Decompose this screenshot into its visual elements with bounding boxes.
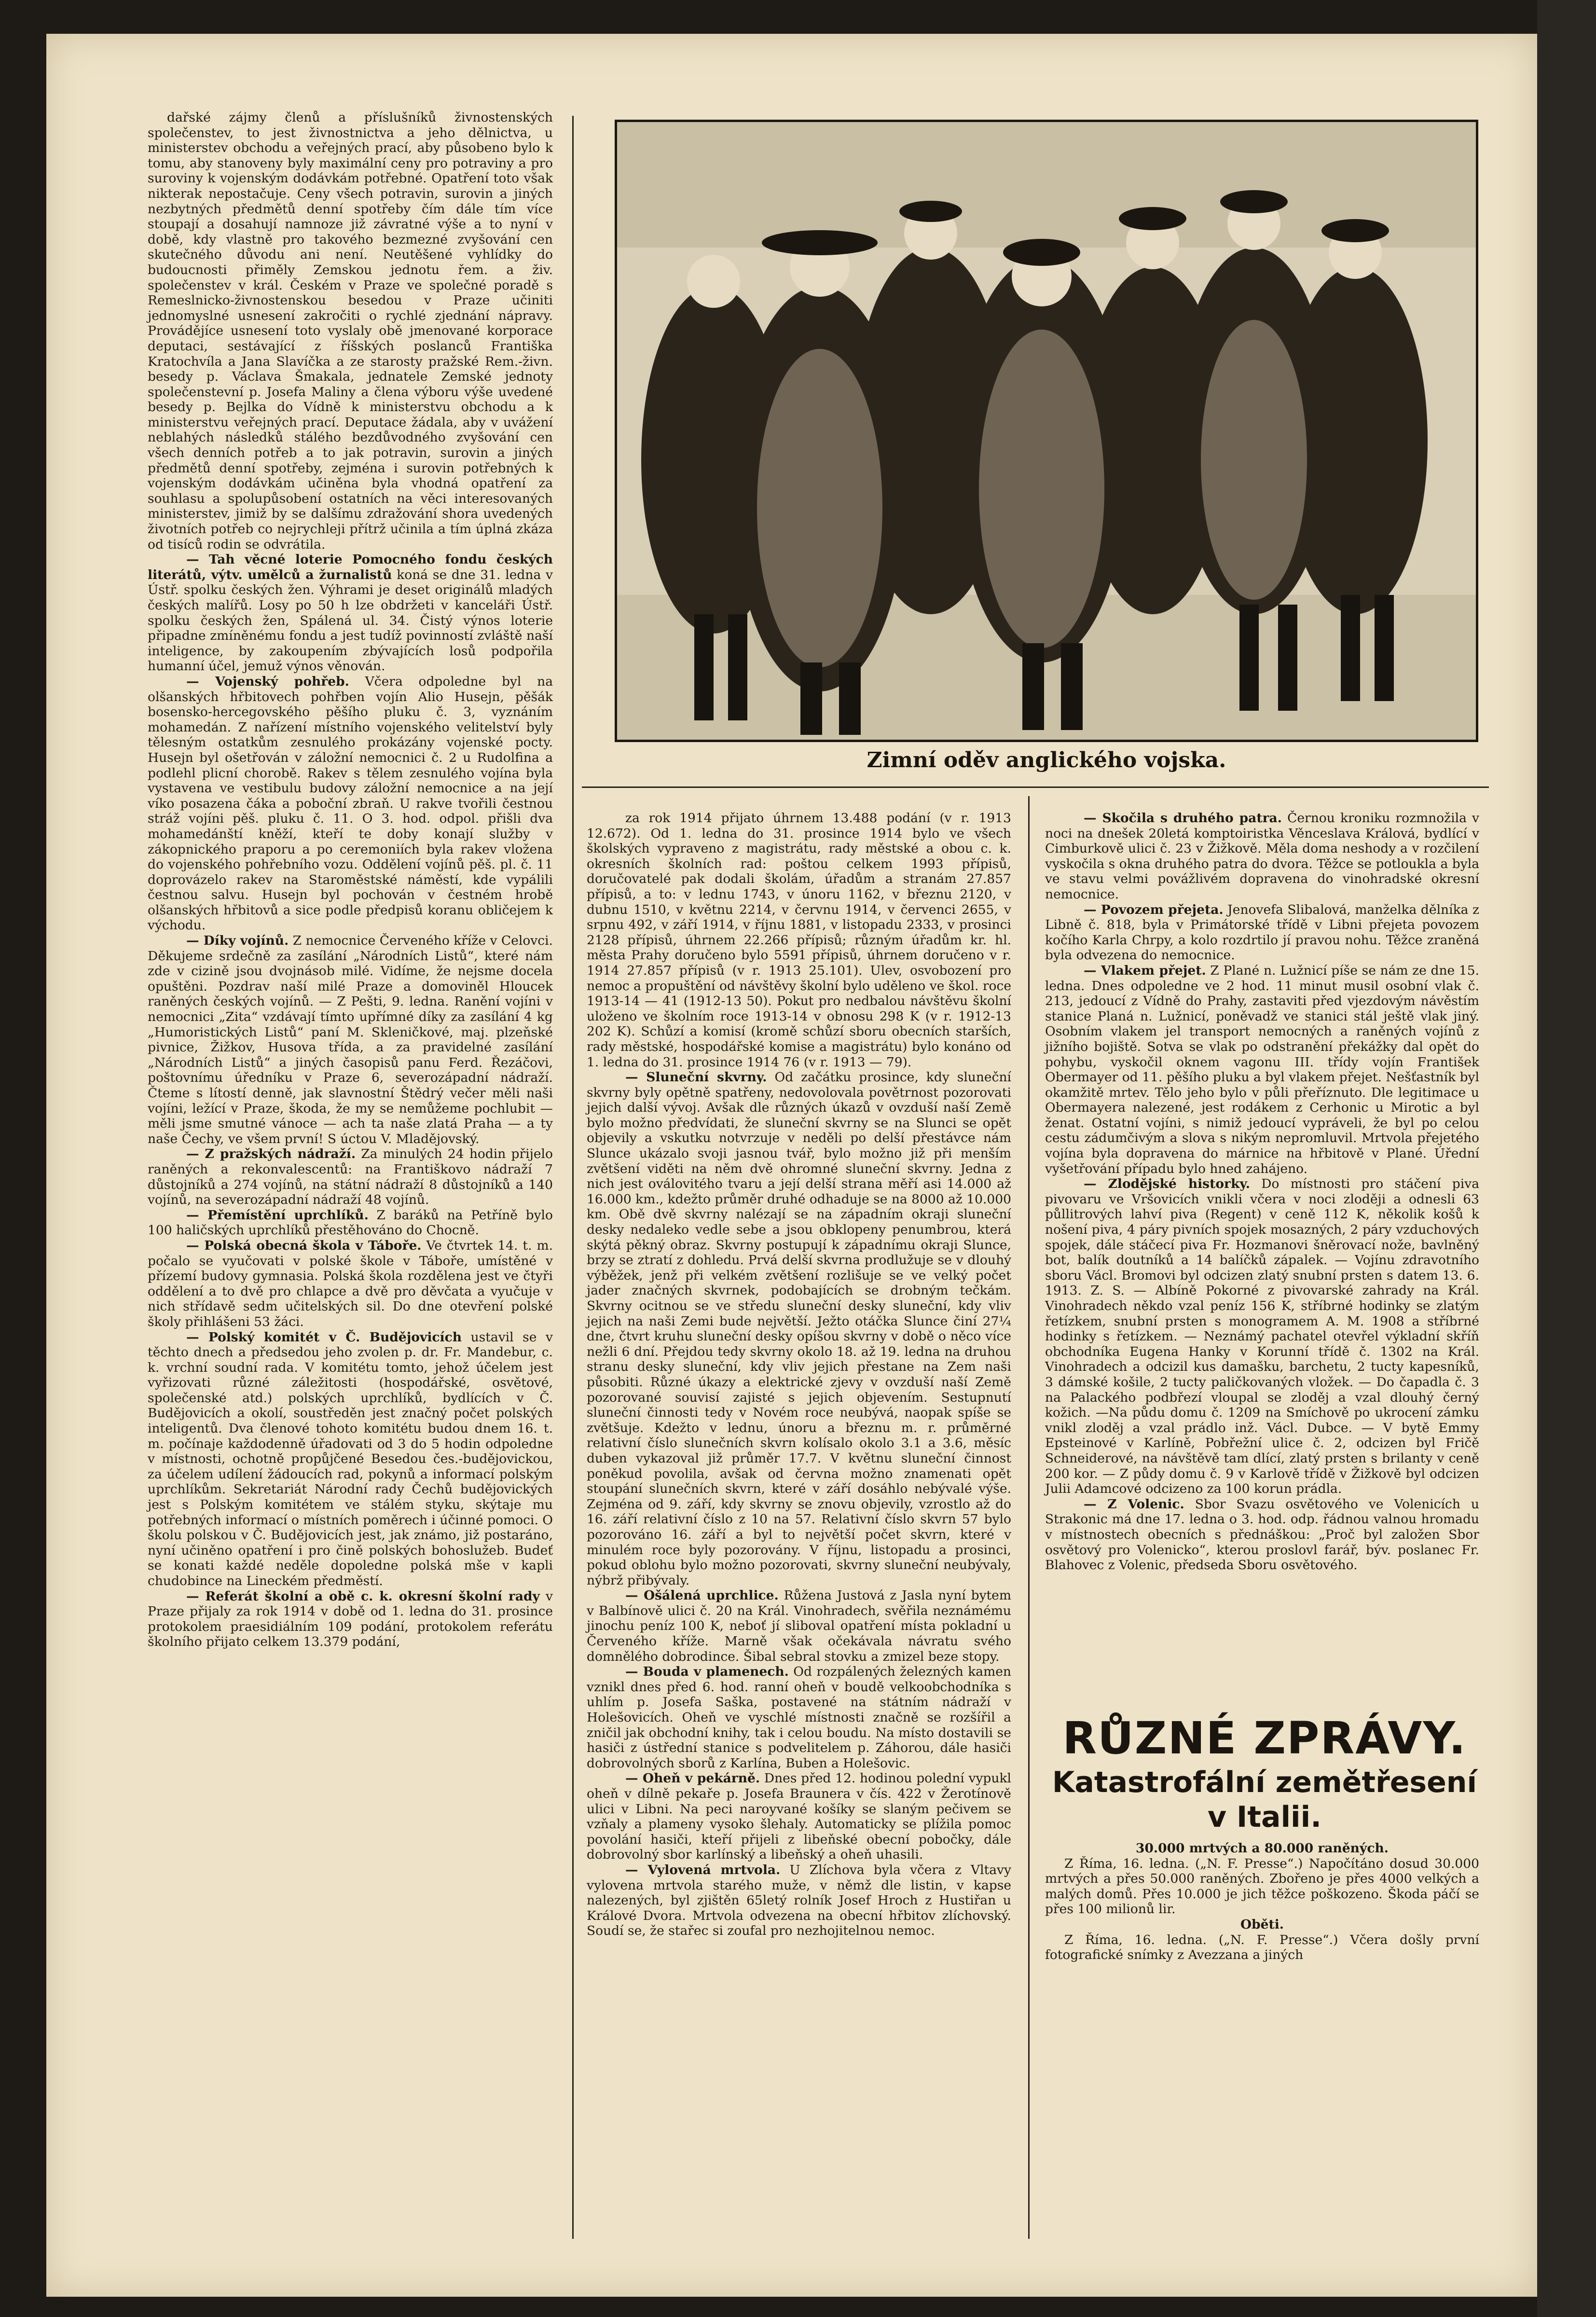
article-paragraph: [587, 1664, 1011, 1771]
article-text: Ve čtvrtek 14. t. m. počalo se vyučovati v polské škole v Táboře, umístěné v přízemí budovy gymnasia. Polská škola rozdělena jest ve čtyři oddělení a to dvě pro chlapce a dvě pro děvčata a vyučuje v nich střídavě sedm učitelských sil. Do dne otevření polské školy přihlášeni 53 žáci.: [148, 1238, 553, 1329]
article-paragraph: [148, 552, 553, 674]
photo-winter-uniforms: [615, 120, 1478, 742]
article-text: Od začátku prosince, kdy sluneční skvrny byly opětně spatřeny, nedovolovala povětrnost pozorovati jejich další vývoj. Avšak dle různých úkazů v ovzduší naší Země bylo možno předvídati, že sluneční skvrny se na Slunci se opět objevily a vskutku notvrzuje v neděli po delší přestávce nám Slunce ukázalo svoji jasnou tvář, bylo možno již při menším zvětšení viděti na něm dvě ohromné sluneční skvrny. Jedna z nich jest oválovitého tvaru a její delší strana měří asi 14.000 až 16.000 km., kdežto průměr druhé odhaduje se na 8000 až 10.000 km. Obě dvě skvrny nalézají se na západním okraji sluneční desky nedaleko vedle sebe a jsou obklopeny penumbrou, která skýtá pěkný obraz. Skvrny postupují k západnímu okraji Slunce, brzy se ztratí z dohledu. Prvá delší skvrna prodlužuje se v dlouhý výběžek, jenž při velkém zvětšení rozlišuje se ve velký počet jader značných skvrnek, podobajících se drobným tečkám. Skvrny ocitnou se ve středu sluneční desky sluneční, kdy vliv jejich na naši Zemi bude největší. Ježto otáčka Slunce činí 27¼ dne, čtvrt kruhu sluneční desky opíšou skvrny v době o něco více nežli 6 dní. Přejdou tedy skvrny okolo 18. až 19. ledna na druhou stranu desky sluneční, kdy vliv jejich přestane na Zem naši působiti. Různé úkazy a elektrické zjevy v ovzduší naší Země pozorované souvisí zajisté s jejich objevením. Sestupnutí sluneční činnosti tedy v Novém roce neubývá, naopak spíše se zvětšuje. Kdežto v lednu, únoru a březnu m. r. průměrné relativní číslo slunečních skvrn kolísalo okolo 3.1 a 3.6, měsíc duben vykazoval již průměr 17.7. V květnu sluneční činnost poněkud povolila, avšak od června možno znamenati opět stoupání slunečních skvrn, které v září dosáhlo nebývalé výše. Zejména od 9. září, kdy skvrny se znovu objevily, vzrostlo až do 16. září relativní číslo z 10 na 57. Relativní číslo skvrn 57 bylo pozorováno 16. září a byl to největší počet skvrn, které v minulém roce byly pozorovány. V říjnu, listopadu a prosinci, pokud oblohu bylo možno pozorovati, skvrny sluneční neubývaly, nýbrž přibývaly.: [587, 1070, 1011, 1588]
article-heading: — Vojenský pohřeb.: [186, 674, 349, 689]
article-text: v Praze přijaly za rok 1914 v době od 1. ledna do 31. prosince protokolem praesidiálním 109 podání, protokolem referátu školního přijato celkem 13.379 podání,: [148, 1588, 553, 1650]
article-heading: — Povozem přejeta.: [1084, 902, 1224, 917]
column-left: [148, 110, 553, 1650]
article-text: Černou kroniku rozmnožila v noci na dnešek 20letá komptoiristka Věnceslava Králová, bydlící v Cimburkově ulici č. 23 v Žižkově. Měla doma neshody a v rozčilení vyskočila s okna druhého patra do dvora. Těžce se potloukla a byla ve stavu velmi povážlivém dopravena do vinohradské okresní nemocnice.: [1045, 811, 1479, 902]
article-paragraph: [148, 1330, 553, 1589]
article-paragraph: [1045, 1176, 1479, 1496]
article-text: Růžena Justová z Jasla nyní bytem v Balbínově ulici č. 20 na Král. Vinohradech, svěřila neznámému jinochu peníz 100 K, neboť jí sliboval opatření místa pokladní u Červeného kříže. Marně však očekávala návratu svého domnělého dobrodince. Šibal sebral stovku a zmizel beze stopy.: [587, 1588, 1011, 1664]
article-heading: — Polská obecná škola v Táboře.: [186, 1238, 422, 1253]
article-heading: — Referát školní a obě c. k. okresní školní rady: [186, 1588, 540, 1604]
article-heading: — Ošálená uprchlice.: [625, 1588, 779, 1603]
article-text: koná se dne 31. ledna v Ústř. spolku českých žen. Výhrami je deset originálů mladých českých malířů. Losy po 50 h lze obdržeti v kanceláři Ústř. spolku českých žen, Spálená ul. 34. Čistý výnos loterie připadne zmíněnému fondu a jest tudíž povinností zvláště naší inteligence, by zakoupením zbývajících losů podpořila humanní účel, jemuž výnos věnován.: [148, 567, 553, 674]
column-right: [1045, 811, 1479, 1573]
banner-subtitle: Katastrofální zemětřesení v Italii.: [1052, 1765, 1477, 1834]
article-paragraph: [1045, 963, 1479, 1176]
section-banner: [1050, 1712, 1479, 1834]
column-middle: [587, 811, 1011, 1939]
column-rule-left: [572, 116, 574, 2239]
article-paragraph: [1045, 1497, 1479, 1573]
article-text: Z baráků na Petříně bylo 100 haličských uprchlíků přestěhováno do Chocně.: [148, 1207, 553, 1238]
article-paragraph: [587, 811, 1011, 1070]
quake-article: [1045, 1841, 1479, 1963]
article-heading: — Vlakem přejet.: [1084, 963, 1206, 978]
banner-title: RŮZNÉ ZPRÁVY.: [1062, 1712, 1467, 1764]
lead-paragraph: dařské zájmy členů a příslušníků živnostenských společenstev, to jest živnostnictva a jeho dělnictva, u ministerstev obchodu a veřejných prací, aby působeno bylo k tomu, aby stanoveny byly maximální ceny pro potraviny a pro suroviny k vojenským dodávkám potřebné. Opatření toto však nikterak nepostačuje. Ceny všech potravin, surovin a jiných nezbytných předmětů denní spotřeby čím dále tím více stoupají a dosahují namnoze již závratné výše a to nyní v době, kdy vlastně pro takového bezmezné zvyšování cen skutečného důvodu ani není. Neutěšené vyhlídky do budoucnosti přiměly Zemskou jednotu řem. a živ. společenstev v král. Českém v Praze ve společné poradě s Remeslnicko-živnostenskou besedou v Praze učiniti jednomyslné usnesení zakročiti o rychlé zjednání nápravy. Provádějíce usnesení toto vyslaly obě jmenované korporace deputaci, sestávající z říšských poslanců Františka Kratochvíla a Jana Slavíčka a ze starosty pražské Rem.-živn. besedy p. Václava Šmakala, jednatele Zemské jednoty společenstevní p. Josefa Maliny a člena výboru výše uvedené besedy p. Bejlka do Vídně k ministerstvu obchodu a k ministerstvu veřejných prací. Deputace žádala, aby v uvážení neblahých následků stálého bezdůvodného zvyšování cen všech denních potřeb a to jak potravin, surovin a jiných předmětů denní spotřeby, zejména i surovin potřebných k vojenským dodávkám učiněna byla vhodná opatření za souhlasu a spolupůsobení ostatních na věci interesovaných ministerstev, jimiž by se dalšímu zdražování shora uvedených životních potřeb co nejrychleji přítrž učinila a tím úplná zkáza od tisíců rodin se odvrátila.: [148, 110, 553, 552]
article-heading: — Díky vojínů.: [186, 933, 289, 949]
article-text: Sbor Svazu osvětového ve Volenicích u Strakonic má dne 17. ledna o 3. hod. odp. řádnou valnou hromadu v místnostech obecních s přednáškou: „Proč byl založen Sbor osvětový pro Volenicko“, kterou proslovl farář, býv. poslanec Fr. Blahovec z Volenic, předseda Sboru osvětového.: [1045, 1496, 1479, 1573]
soldiers-illustration: [617, 122, 1476, 740]
article-heading: — Bouda v plamenech.: [625, 1664, 789, 1680]
article-text: Z nemocnice Červeného kříže v Celovci. Děkujeme srdečně za zasílání „Národních Listů“, které nám zde v cizině jsou dvojnásob milé. Vidíme, že nejsme docela opuštěni. Pozdrav naší milé Praze a domoviněl Hloucek raněných českých vojínů. — Z Pešti, 9. ledna. Ranění vojíni v nemocnici „Zita“ vzdávají tímto upřímné díky za zasílání 4 kg „Humoristických Listů“ paní M. Skleničkové, maj. plzeňské pivnice, Žižkov, Husova třída, a za pravidelné zasílání „Národních Listů“ a jiných časopisů panu Ferd. Řezáčovi, poštovnímu úředníku v Praze 6, severozápadní nádraží. Čteme s lítostí denně, jak slavnostní Štědrý večer měli naši vojíni, ležící v Praze, škoda, že my se nemůžeme pochlubit — měli jsme smutné vánoce — ach ta naše zlatá Praha — a ty naše Čechy, ve všem první! S úctou V. Mladějovský.: [148, 933, 553, 1146]
article-heading: — Oheň v pekárně.: [625, 1771, 760, 1786]
article-heading: — Přemístění uprchlíků.: [186, 1207, 369, 1223]
article-text: Do místnosti pro stáčení piva pivovaru ve Vršovicích vnikli včera v noci zloději a odnesli 63 půllitrových lahví piva (Regent) v ceně 112 K, několik košů k nošení piva, 4 páry pivních spojek mosazných, 2 páry vzduchových spojek, dále stáčecí piva Fr. Hozmanovi šněrovací nože, bavlněný bot, balík doutníků a 14 balíčků zápalek. — Vojínu zdravotního sboru Václ. Bromovi byl odcizen zlatý snubní prsten s datem 13. 6. 1913. Z. S. — Albíně Pokorné z pivovarské zahrady na Král. Vinohradech někdo vzal peníz 156 K, stříbrné hodinky se zlatým řetízkem, snubní prsten s monogramem A. M. 1908 a stříbrné hodinky s řetízkem. — Neznámý pachatel otevřel výkladní skříň obchodníka Eugena Hanky v Korunní třídě č. 1302 na Král. Vinohradech a odcizil kus damašku, barchetu, 2 tucty kapesníků, 3 dámské košile, 2 tucty paličkovaných vložek. — Do čapadla č. 3 na Palackého podbřezí vloupal se zloděj a vzal dlouhý černý kožich. —Na půdu domu č. 1209 na Smíchově po ukrocení zámku vnikl zloděj a vzal prádlo inž. Václ. Dubce. — V bytě Emmy Epsteinové v Karlíně, Pobřežní ulice č. 2, odcizen byl Fričě Schneiderové, na návštěvě tam dlící, zlatý prsten s brilanty v ceně 200 kor. — Z půdy domu č. 9 v Karlově třídě v Žižkově byl odcizen Julii Adamcové odcizeno za 100 korun prádla.: [1045, 1176, 1480, 1497]
article-text: Jenovefa Slibalová, manželka dělníka z Libně č. 818, byla v Primátorské třídě v Libni přejeta povozem kočího Karla Chrpy, a kolo rozdrtilo jí pravou nohu. Těžce zraněná byla odvezena do nemocnice.: [1045, 902, 1479, 963]
article-heading: — Z Volenic.: [1084, 1496, 1184, 1512]
victims-text: Z Říma, 16. ledna. („N. F. Presse“.) Včera došly první fotografické snímky z Avezzana a jiných: [1045, 1932, 1479, 1963]
article-heading: — Vylovená mrtvola.: [625, 1862, 781, 1877]
article-text: Včera odpoledne byl na olšanských hřbitovech pohřben vojín Alio Husejn, pěšák bosensko-hercegovského pěšího pluku č. 3, vyznáním mohamedán. Z nařízení místního vojenského velitelství byly tělesným ostatkům zesnulého prokázány vojenské pocty. Husejn byl ošetřován v záložní nemocnici č. 2 u Rudolfina a podlehl plicní chorobě. Rakev s tělem zesnulého vojína byla vystavena ve vestibulu budovy záložní nemocnice a na její víko posazena čáka a poboční zbraň. U rakve tvořili čestnou stráž vojíni pěš. pluku č. 11. O 3. hod. odpol. přišli dva mohamedánští kněží, kteří te doby konají služby v zákopnického praporu a po ceremoniích byla rakev vložena do vojenského pohřebního vozu. Oddělení vojínů pěš. pl. č. 11 doprovázelo rakev na Staroměstské náměstí, kde vypálili čestnou salvu. Husejn byl pochován v čestném hrobě olšanských hřbitovů a sice podle předpisů koranu obličejem k východu.: [148, 674, 553, 933]
article-paragraph: [587, 1862, 1011, 1939]
page-edge-shadow: [1537, 0, 1596, 2317]
article-text: Dnes před 12. hodinou polední vypukl oheň v dílně pekaře p. Josefa Braunera v čís. 422 v Žerotínově ulici v Libni. Na peci naroyvané košíky se slaným pečivem se vzňaly a plameny vysoko šlehaly. Automaticky se plížila pomoc povolání hasiči, kteří přijeli z libeňské obecní pobočky, dále dobrovolný sbor karlínský a libeňský a oheň uhasili.: [587, 1771, 1011, 1862]
article-paragraph: [1045, 811, 1479, 902]
article-paragraph: [587, 1771, 1011, 1862]
article-text: Z Plané n. Lužnicí píše se nám ze dne 15. ledna. Dnes odpoledne ve 2 hod. 11 minut musil osobní vlak č. 213, jedoucí z Vídně do Prahy, zastaviti před vjezdovým návěstím stanice Planá n. Lužnicí, poněvadž ve stanici stál ještě vlak jiný. Osobním vlakem jel transport nemocných a raněných vojínů z jižního bojiště. Sotva se vlak po odstranění překážky dal opět do pohybu, vyskočil oknem vagonu III. třídy vojín František Obermayer od 11. pěšího pluku a byl vlakem přejet. Nešťastník byl okamžitě mrtev. Tělo jeho bylo v půli přeříznuto. Dle legitimace u Obermayera nalezené, jest rodákem z Cerhonic u Mirotic a byl ženat. Ostatní vojíni, s nimiž jedoucí vypráveli, že byl po celou cestu zádumčivým a slova s nikým nepromluvil. Mrtvola přejetého vojína byla dopravena do márnice na hřbitově v Plané. Úřední vyšetřování případu bylo hned zahájeno.: [1045, 963, 1479, 1176]
article-heading: — Z pražských nádraží.: [186, 1146, 356, 1162]
article-paragraph: [1045, 902, 1479, 963]
article-paragraph: [148, 1238, 553, 1330]
article-paragraph: [587, 1588, 1011, 1664]
article-heading: — Polský komitét v Č. Budějovicích: [186, 1329, 462, 1345]
article-paragraph: [148, 674, 553, 933]
article-paragraph: [148, 1208, 553, 1238]
article-paragraph: [148, 933, 553, 1146]
photo-caption: Zimní oděv anglického vojska.: [867, 748, 1226, 772]
article-text: ustavil se v těchto dnech a předsedou jeho zvolen p. dr. Fr. Mandebur, c. k. vrchní soudní rada. V komitétu tomto, jehož účelem jest vyřizovati různé záležitosti (hospodářské, osvětové, společenské atd.) polských uprchlíků, bydlících v Č. Budějovicích a okolí, soustředěn jest značný počet polských inteligentů. Dva členové tohoto komitétu budou dnem 16. t. m. počínaje každodenně úřadovati od 3 do 5 hodin odpoledne v místnosti, ochotně propůjčené Besedou čes.-budějovickou, za účelem udílení žádoucích rad, pokynů a informací polským uprchlíkům. Sekretariát Národní rady Čechů budějovických jest s Polským komitétem ve stálém styku, skýtaje mu potřebných informací o místních poměrech i účinné pomoci. O školu polskou v Č. Budějovicích jest, jak známo, již postaráno, nyní učiněno opatření i pro čině polských bohoslužeb. Budeť se konati každé neděle dopoledne polská mše v kapli chudobince na Lineckém předměstí.: [148, 1329, 553, 1588]
article-heading: — Sluneční skvrny.: [625, 1070, 767, 1085]
article-text: Za minulých 24 hodin přijelo raněných a rekonvalescentů: na Františkovo nádraží 7 důstojníků a 274 vojínů, na státní nádraží 8 důstojníků a 140 vojínů, na severozápadní nádraží 48 vojínů.: [148, 1146, 553, 1208]
article-heading: — Tah věcné loterie Pomocného fondu českých literátů, výtv. umělců a žurnalistů: [148, 552, 553, 582]
quake-lead: 30.000 mrtvých a 80.000 raněných.: [1136, 1841, 1389, 1856]
article-paragraph: [148, 1146, 553, 1207]
article-text: za rok 1914 přijato úhrnem 13.488 podání (v r. 1913 12.672). Od 1. ledna do 31. prosince 1914 bylo ve všech školských vypraveno z magistrátu, rady městské a obou c. k. okresních školních rad: poštou celkem 1993 přípisů, doručovatelé pak dodali školám, úřadům a stranám 27.857 přípisů, a to: v lednu 1743, v únoru 1162, v březnu 2120, v dubnu 1510, v květnu 2214, v červnu 1914, v červenci 2655, v srpnu 492, v září 1914, v říjnu 1881, v listopadu 2333, v prosinci 2128 přípisů, úhrnem 22.266 přípisů; různým úřadům kr. hl. města Prahy doručeno bylo 5591 přípisů, úhrnem doručeno v r. 1914 27.857 přípisů (v r. 1913 25.101). Ulev, osvobození pro nemoc a propuštění od návštěvy školní bylo uděleno ve škol. roce 1913-14 — 41 (1912-13 50). Pokut pro nedbalou návštěvu školní uloženo ve školním roce 1913-14 v obnosu 298 K (v r. 1912-13 202 K). Schůzí a komisí (kromě schůzí sboru obecních starších, rady městské, hospodářské komise a magistrátu) bylo konáno od 1. ledna do 31. prosince 1914 76 (v r. 1913 — 79).: [587, 811, 1011, 1070]
article-text: U Zlíchova byla včera z Vltavy vylovena mrtvola starého muže, v němž dle listin, v kapse nalezených, byl zjištěn 65letý rolník Josef Hroch z Hustiřan u Králové Dvora. Mrtvola odvezena na obecní hřbitov zlíchovský. Soudí se, že stařec si zoufal pro nezhojitelnou nemoc.: [587, 1862, 1011, 1939]
column-rule-right: [1028, 796, 1030, 2239]
article-text: Od rozpálených železných kamen vznikl dnes před 6. hod. ranní oheň v boudě velkoobchodníka s uhlím p. Josefa Saška, postavené na státním nádraží v Holešovicích. Oheň ve vyschlé místnosti značně se rozšířil a zničil jak obchodní knihy, tak i celou boudu. Na místo dostavili se hasiči z ústřední stanice s podvelitelem p. Záhorou, dále hasiči dobrovolných sborů z Karlína, Buben a Holešovic.: [587, 1664, 1011, 1771]
article-paragraph: [587, 1070, 1011, 1588]
victims-heading: Oběti.: [1240, 1917, 1284, 1932]
article-heading: — Skočila s druhého patra.: [1084, 811, 1282, 826]
quake-text: Z Říma, 16. ledna. („N. F. Presse“.) Napočítáno dosud 30.000 mrtvých a přes 50.000 raněných. Zbořeno je přes 4000 velkých a malých domů. Přes 10.000 je jich těžce poškozeno. Škoda páčí se přes 100 milionů lir.: [1045, 1856, 1479, 1917]
newspaper-page: [46, 34, 1537, 2297]
article-heading: — Zlodějské historky.: [1084, 1176, 1250, 1192]
photo-caption-rule: [582, 786, 1489, 788]
article-paragraph: [148, 1589, 553, 1650]
